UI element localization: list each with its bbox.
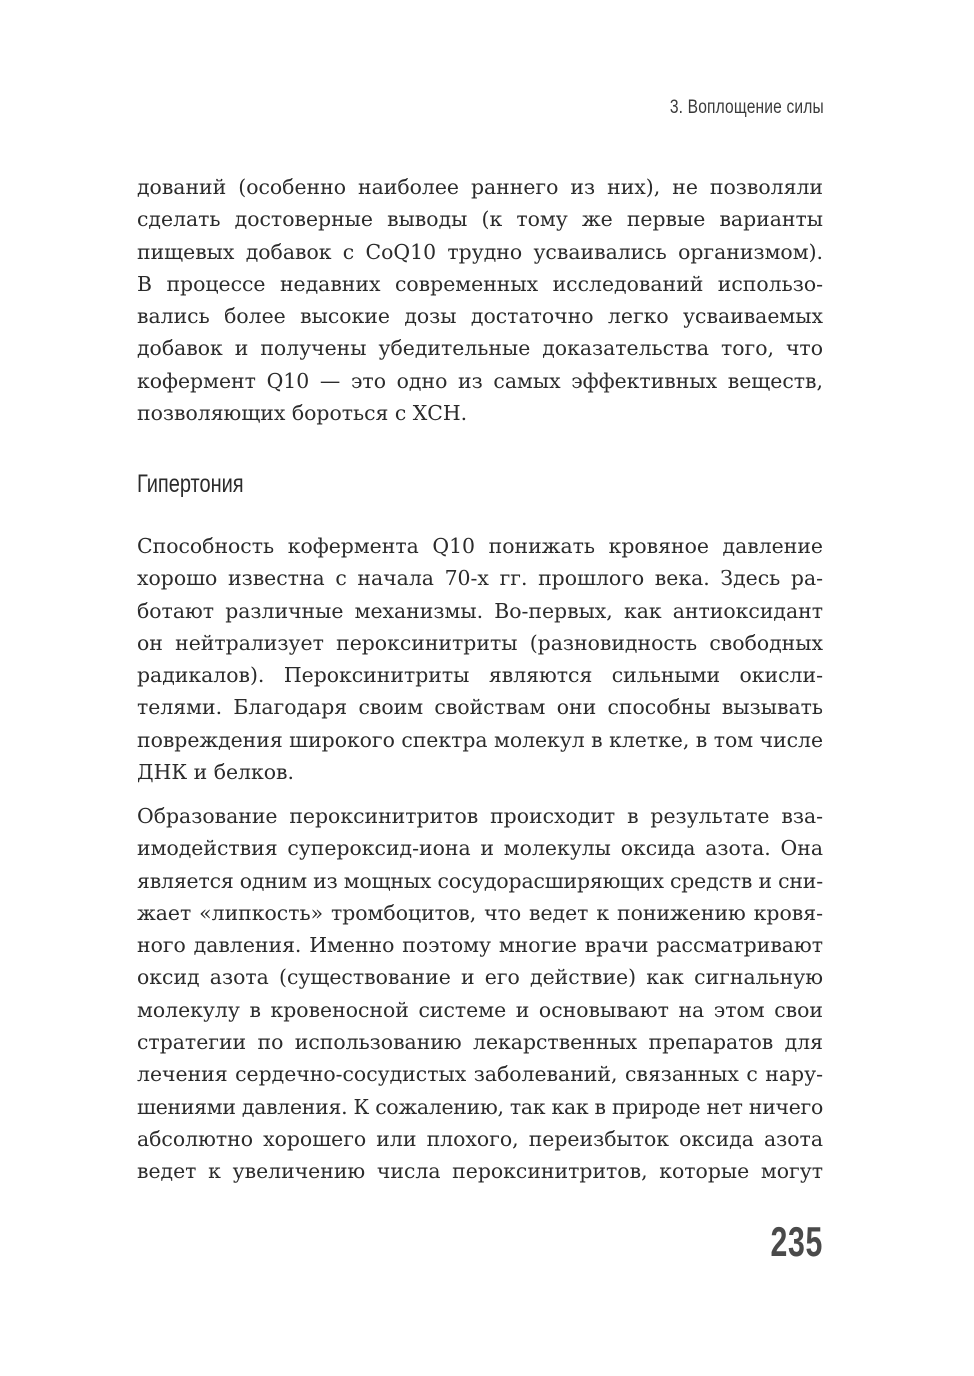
text-line: абсолютно хорошего или плохого, переизбыток оксида азота [137,1126,823,1151]
paragraph [137,800,823,1188]
text-line: радикалов). Пероксинитриты являются сильными окисли- [137,663,823,688]
paragraph [137,171,823,429]
section-heading: Гипертония [137,470,244,498]
running-header: 3. Воплощение силы [669,97,824,118]
paragraph [137,530,823,788]
text-line: позволяющих бороться с ХСН. [137,401,468,426]
text-line: В процессе недавних современных исследований использо- [137,271,823,296]
text-line: добавок и получены убедительные доказательства того, что [137,336,823,361]
text-line: является одним из мощных сосудорасширяющих средств и сни- [137,868,823,893]
text-line: он нейтрализует пероксинитриты (разновидность свободных [137,630,823,655]
text-line: Образование пероксинитритов происходит в результате вза- [137,804,823,828]
text-line: телями. Благодаря своим свойствам они способны вызывать [137,695,823,720]
page-number: 235 [770,1218,823,1265]
text-line: жает «липкость» тромбоцитов, что ведет к понижению кровя- [137,900,823,925]
text-line: оксид азота (существование и его действие) как сигнальную [137,965,823,990]
text-line: дований (особенно наиболее раннего из них), не позволяли [137,175,823,199]
text-line: лечения сердечно-сосудистых заболеваний, связанных с нару- [137,1062,823,1087]
text-line: стратегии по использованию лекарственных препаратов для [137,1030,823,1055]
text-line: пищевых добавок с CoQ10 трудно усваивались организмом). [137,239,823,264]
text-line: хорошо известна с начала 70-х гг. прошлого века. Здесь ра- [137,566,823,591]
text-line: ДНК и белков. [137,760,294,785]
text-line: ведет к увеличению числа пероксинитритов, которые могут [137,1159,823,1184]
text-line: кофермент Q10 — это одно из самых эффективных веществ, [137,368,823,393]
text-line: ного давления. Именно поэтому многие врачи рассматривают [137,933,823,958]
text-line: имодействия супероксид-иона и молекулы оксида азота. Она [137,836,823,861]
text-line: шениями давления. К сожалению, так как в природе нет ничего [137,1094,823,1119]
text-line: Способность кофермента Q10 понижать кровяное давление [137,534,823,558]
text-line: сделать достоверные выводы (к тому же первые варианты [137,207,823,232]
text-line: молекулу в кровеносной системе и основывают на этом свои [137,997,823,1022]
text-line: вались более высокие дозы достаточно легко усваиваемых [137,304,823,329]
text-line: повреждения широкого спектра молекул в клетке, в том числе [137,727,823,752]
text-line: ботают различные механизмы. Во-первых, как антиоксидант [137,598,823,623]
